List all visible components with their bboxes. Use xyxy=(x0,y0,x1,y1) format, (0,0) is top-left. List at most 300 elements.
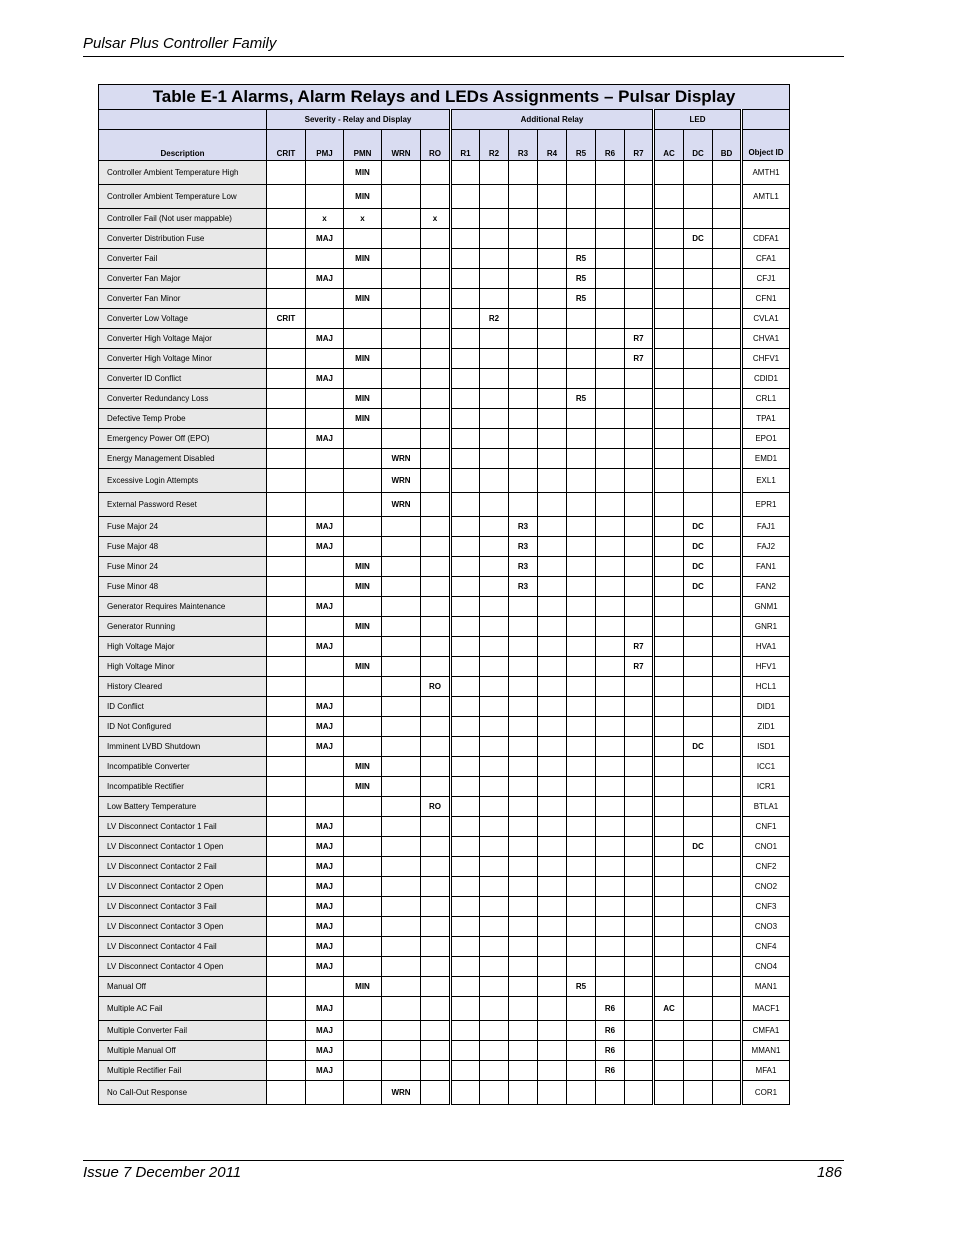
assignment-cell xyxy=(344,537,382,557)
assignment-cell xyxy=(382,617,421,637)
assignment-cell: MAJ xyxy=(306,897,344,917)
assignment-cell xyxy=(567,349,596,369)
table-row xyxy=(99,309,790,329)
assignment-cell xyxy=(713,269,742,289)
table-row xyxy=(99,449,790,469)
assignment-cell xyxy=(509,797,538,817)
table-row xyxy=(99,937,790,957)
assignment-cell: R7 xyxy=(625,349,654,369)
assignment-cell xyxy=(713,389,742,409)
assignment-cell xyxy=(267,917,306,937)
assignment-cell xyxy=(382,249,421,269)
object-id: COR1 xyxy=(742,1081,790,1105)
assignment-cell xyxy=(509,469,538,493)
assignment-cell xyxy=(538,597,567,617)
assignment-cell xyxy=(306,977,344,997)
assignment-cell xyxy=(344,517,382,537)
assignment-cell xyxy=(567,837,596,857)
assignment-cell: MAJ xyxy=(306,269,344,289)
assignment-cell xyxy=(625,1021,654,1041)
assignment-cell xyxy=(509,757,538,777)
assignment-cell xyxy=(306,657,344,677)
assignment-cell xyxy=(684,389,713,409)
assignment-cell xyxy=(567,917,596,937)
assignment-cell xyxy=(421,185,451,209)
assignment-cell xyxy=(382,677,421,697)
object-id: MAN1 xyxy=(742,977,790,997)
assignment-cell xyxy=(713,1041,742,1061)
assignment-cell xyxy=(567,369,596,389)
assignment-cell xyxy=(421,657,451,677)
assignment-cell xyxy=(267,209,306,229)
assignment-cell xyxy=(654,329,684,349)
object-id: EPR1 xyxy=(742,493,790,517)
assignment-cell xyxy=(596,837,625,857)
assignment-cell xyxy=(538,997,567,1021)
alarm-description: Converter High Voltage Major xyxy=(99,329,267,349)
alarm-description: High Voltage Major xyxy=(99,637,267,657)
assignment-cell xyxy=(567,677,596,697)
assignment-cell xyxy=(625,677,654,697)
assignment-cell xyxy=(538,877,567,897)
object-id: CFN1 xyxy=(742,289,790,309)
assignment-cell xyxy=(567,537,596,557)
assignment-cell xyxy=(509,209,538,229)
assignment-cell xyxy=(421,937,451,957)
table-row xyxy=(99,249,790,269)
assignment-cell xyxy=(538,269,567,289)
table-row xyxy=(99,1021,790,1041)
assignment-cell xyxy=(344,997,382,1021)
assignment-cell xyxy=(451,1021,480,1041)
assignment-cell xyxy=(509,957,538,977)
table-row xyxy=(99,677,790,697)
assignment-cell xyxy=(567,1061,596,1081)
assignment-cell xyxy=(382,269,421,289)
assignment-cell xyxy=(654,537,684,557)
assignment-cell xyxy=(480,777,509,797)
assignment-cell xyxy=(538,389,567,409)
assignment-cell xyxy=(538,617,567,637)
assignment-cell xyxy=(267,577,306,597)
assignment-cell xyxy=(267,597,306,617)
assignment-cell xyxy=(713,429,742,449)
assignment-cell xyxy=(538,349,567,369)
alarm-description: Fuse Major 48 xyxy=(99,537,267,557)
alarm-description: LV Disconnect Contactor 3 Open xyxy=(99,917,267,937)
assignment-cell xyxy=(596,269,625,289)
assignment-cell xyxy=(509,229,538,249)
assignment-cell xyxy=(596,557,625,577)
assignment-cell xyxy=(382,657,421,677)
assignment-cell xyxy=(344,493,382,517)
assignment-cell xyxy=(684,657,713,677)
assignment-cell xyxy=(480,209,509,229)
assignment-cell xyxy=(509,429,538,449)
table-row xyxy=(99,493,790,517)
page-footer xyxy=(83,1160,844,1181)
alarm-description: LV Disconnect Contactor 3 Fail xyxy=(99,897,267,917)
assignment-cell xyxy=(567,229,596,249)
assignment-cell xyxy=(596,517,625,537)
assignment-cell xyxy=(509,817,538,837)
assignment-cell xyxy=(596,797,625,817)
assignment-cell xyxy=(713,469,742,493)
assignment-cell xyxy=(684,937,713,957)
object-id: TPA1 xyxy=(742,409,790,429)
alarm-description: Converter Low Voltage xyxy=(99,309,267,329)
assignment-cell xyxy=(509,161,538,185)
assignment-cell xyxy=(267,897,306,917)
table-row xyxy=(99,389,790,409)
table-row xyxy=(99,209,790,229)
assignment-cell xyxy=(538,817,567,837)
assignment-cell xyxy=(538,657,567,677)
assignment-cell xyxy=(625,597,654,617)
object-id: DID1 xyxy=(742,697,790,717)
assignment-cell xyxy=(654,409,684,429)
assignment-cell xyxy=(625,537,654,557)
assignment-cell xyxy=(344,897,382,917)
alarm-description: Incompatible Rectifier xyxy=(99,777,267,797)
assignment-cell xyxy=(538,185,567,209)
assignment-cell xyxy=(684,269,713,289)
assignment-cell xyxy=(267,185,306,209)
assignment-cell xyxy=(567,517,596,537)
alarm-description: LV Disconnect Contactor 4 Open xyxy=(99,957,267,977)
assignment-cell xyxy=(509,409,538,429)
assignment-cell xyxy=(684,493,713,517)
alarm-description: Multiple AC Fail xyxy=(99,997,267,1021)
assignment-cell: MAJ xyxy=(306,329,344,349)
assignment-cell xyxy=(344,229,382,249)
assignment-cell xyxy=(344,369,382,389)
assignment-cell xyxy=(654,657,684,677)
assignment-cell xyxy=(480,617,509,637)
assignment-cell xyxy=(654,517,684,537)
assignment-cell xyxy=(451,1081,480,1105)
assignment-cell xyxy=(451,937,480,957)
column-header: PMJ xyxy=(306,130,344,161)
column-header: R5 xyxy=(567,130,596,161)
assignment-cell xyxy=(684,309,713,329)
assignment-cell: MIN xyxy=(344,249,382,269)
assignment-cell xyxy=(480,537,509,557)
assignment-cell xyxy=(509,617,538,637)
assignment-cell xyxy=(684,429,713,449)
assignment-cell xyxy=(451,161,480,185)
assignment-cell xyxy=(344,697,382,717)
object-id: CNO1 xyxy=(742,837,790,857)
assignment-cell xyxy=(713,677,742,697)
assignment-cell xyxy=(625,817,654,837)
object-id: FAJ1 xyxy=(742,517,790,537)
assignment-cell: R7 xyxy=(625,637,654,657)
assignment-cell xyxy=(684,597,713,617)
alarm-description: Emergency Power Off (EPO) xyxy=(99,429,267,449)
assignment-cell xyxy=(567,1021,596,1041)
assignment-cell xyxy=(382,817,421,837)
table-row xyxy=(99,577,790,597)
assignment-cell xyxy=(684,617,713,637)
object-id: CHVA1 xyxy=(742,329,790,349)
assignment-cell xyxy=(596,897,625,917)
table-row xyxy=(99,429,790,449)
table-row xyxy=(99,617,790,637)
assignment-cell xyxy=(713,597,742,617)
column-header: WRN xyxy=(382,130,421,161)
assignment-cell xyxy=(509,657,538,677)
group-header-severity: Severity - Relay and Display xyxy=(267,110,451,130)
assignment-cell xyxy=(567,897,596,917)
assignment-cell xyxy=(713,229,742,249)
assignment-cell xyxy=(625,837,654,857)
table-row xyxy=(99,1041,790,1061)
assignment-cell xyxy=(267,677,306,697)
assignment-cell: MAJ xyxy=(306,537,344,557)
assignment-cell xyxy=(421,517,451,537)
assignment-cell xyxy=(344,957,382,977)
alarm-description: No Call-Out Response xyxy=(99,1081,267,1105)
assignment-cell xyxy=(344,797,382,817)
assignment-cell xyxy=(480,737,509,757)
assignment-cell xyxy=(306,469,344,493)
assignment-cell: MIN xyxy=(344,557,382,577)
assignment-cell xyxy=(344,309,382,329)
object-id: CDID1 xyxy=(742,369,790,389)
table-row xyxy=(99,657,790,677)
assignment-cell: MAJ xyxy=(306,857,344,877)
object-id: GNM1 xyxy=(742,597,790,617)
assignment-cell xyxy=(451,469,480,493)
assignment-cell xyxy=(382,1061,421,1081)
assignment-cell xyxy=(421,917,451,937)
assignment-cell xyxy=(306,389,344,409)
assignment-cell xyxy=(306,577,344,597)
assignment-cell xyxy=(509,249,538,269)
assignment-cell xyxy=(684,1061,713,1081)
assignment-cell xyxy=(654,837,684,857)
assignment-cell: MIN xyxy=(344,409,382,429)
assignment-cell xyxy=(654,597,684,617)
assignment-cell xyxy=(538,897,567,917)
alarm-description: LV Disconnect Contactor 2 Open xyxy=(99,877,267,897)
assignment-cell xyxy=(382,857,421,877)
assignment-cell xyxy=(654,717,684,737)
assignment-cell xyxy=(421,717,451,737)
assignment-cell xyxy=(625,977,654,997)
assignment-cell xyxy=(344,637,382,657)
object-id: HFV1 xyxy=(742,657,790,677)
assignment-cell xyxy=(625,229,654,249)
assignment-cell xyxy=(625,1081,654,1105)
assignment-cell xyxy=(713,937,742,957)
assignment-cell xyxy=(684,1081,713,1105)
table-row xyxy=(99,777,790,797)
assignment-cell: R2 xyxy=(480,309,509,329)
assignment-cell xyxy=(306,309,344,329)
assignment-cell xyxy=(654,637,684,657)
assignment-cell xyxy=(625,877,654,897)
assignment-cell xyxy=(421,1021,451,1041)
assignment-cell: DC xyxy=(684,577,713,597)
assignment-cell xyxy=(567,737,596,757)
assignment-cell xyxy=(480,897,509,917)
table-row xyxy=(99,857,790,877)
assignment-cell xyxy=(267,329,306,349)
assignment-cell xyxy=(509,977,538,997)
group-header-empty xyxy=(99,110,267,130)
assignment-cell: R5 xyxy=(567,249,596,269)
assignment-cell xyxy=(480,469,509,493)
assignment-cell xyxy=(654,577,684,597)
assignment-cell xyxy=(684,717,713,737)
assignment-cell xyxy=(267,817,306,837)
assignment-cell xyxy=(421,857,451,877)
assignment-cell xyxy=(306,557,344,577)
assignment-cell: MAJ xyxy=(306,1041,344,1061)
assignment-cell xyxy=(451,917,480,937)
assignment-cell xyxy=(654,369,684,389)
assignment-cell xyxy=(344,817,382,837)
assignment-cell xyxy=(451,737,480,757)
assignment-cell xyxy=(480,269,509,289)
assignment-cell xyxy=(713,369,742,389)
assignment-cell xyxy=(713,1081,742,1105)
assignment-cell xyxy=(538,977,567,997)
assignment-cell: MIN xyxy=(344,657,382,677)
object-id: GNR1 xyxy=(742,617,790,637)
column-header: R3 xyxy=(509,130,538,161)
table-row xyxy=(99,697,790,717)
assignment-cell xyxy=(596,757,625,777)
assignment-cell xyxy=(538,937,567,957)
assignment-cell xyxy=(509,877,538,897)
table-row xyxy=(99,797,790,817)
alarm-description: History Cleared xyxy=(99,677,267,697)
assignment-cell xyxy=(267,161,306,185)
assignment-cell: MIN xyxy=(344,185,382,209)
assignment-cell xyxy=(654,289,684,309)
assignment-cell xyxy=(713,493,742,517)
assignment-cell xyxy=(654,857,684,877)
assignment-cell xyxy=(625,209,654,229)
assignment-cell xyxy=(684,637,713,657)
assignment-cell xyxy=(421,429,451,449)
assignment-cell xyxy=(421,777,451,797)
assignment-cell xyxy=(344,717,382,737)
assignment-cell xyxy=(509,637,538,657)
assignment-cell xyxy=(684,249,713,269)
assignment-cell xyxy=(267,449,306,469)
assignment-cell xyxy=(267,469,306,493)
object-id: FAN1 xyxy=(742,557,790,577)
assignment-cell xyxy=(713,857,742,877)
assignment-cell xyxy=(596,597,625,617)
assignment-cell xyxy=(596,697,625,717)
assignment-cell xyxy=(480,577,509,597)
issue-date: Issue 7 December 2011 xyxy=(83,1164,242,1181)
assignment-cell xyxy=(509,309,538,329)
assignment-cell: MAJ xyxy=(306,737,344,757)
table-row xyxy=(99,329,790,349)
assignment-cell xyxy=(625,469,654,493)
assignment-cell xyxy=(382,309,421,329)
assignment-cell xyxy=(538,493,567,517)
object-id: AMTL1 xyxy=(742,185,790,209)
assignment-cell xyxy=(654,697,684,717)
alarm-description: High Voltage Minor xyxy=(99,657,267,677)
assignment-cell xyxy=(451,1041,480,1061)
assignment-cell xyxy=(509,1061,538,1081)
assignment-cell xyxy=(713,657,742,677)
assignment-cell xyxy=(538,1081,567,1105)
assignment-cell xyxy=(684,917,713,937)
assignment-cell xyxy=(567,957,596,977)
assignment-cell xyxy=(306,185,344,209)
table-row xyxy=(99,597,790,617)
table-row xyxy=(99,997,790,1021)
assignment-cell xyxy=(267,837,306,857)
assignment-cell: R3 xyxy=(509,577,538,597)
assignment-cell xyxy=(480,1041,509,1061)
assignment-cell xyxy=(451,449,480,469)
assignment-cell: R3 xyxy=(509,517,538,537)
assignment-cell xyxy=(625,917,654,937)
assignment-cell xyxy=(421,957,451,977)
assignment-cell xyxy=(625,409,654,429)
assignment-cell xyxy=(421,897,451,917)
table-row xyxy=(99,837,790,857)
assignment-cell xyxy=(421,249,451,269)
assignment-cell xyxy=(451,557,480,577)
assignment-cell xyxy=(421,449,451,469)
assignment-cell xyxy=(567,617,596,637)
object-id: ICR1 xyxy=(742,777,790,797)
assignment-cell xyxy=(267,957,306,977)
assignment-cell: R6 xyxy=(596,1041,625,1061)
assignment-cell xyxy=(596,209,625,229)
assignment-cell xyxy=(538,737,567,757)
assignment-cell xyxy=(382,409,421,429)
assignment-cell xyxy=(267,493,306,517)
assignment-cell xyxy=(684,329,713,349)
assignment-cell xyxy=(421,269,451,289)
assignment-cell xyxy=(713,449,742,469)
assignment-cell xyxy=(713,349,742,369)
table-row xyxy=(99,737,790,757)
assignment-cell xyxy=(451,957,480,977)
assignment-cell xyxy=(267,537,306,557)
assignment-cell: R3 xyxy=(509,537,538,557)
assignment-cell xyxy=(713,1021,742,1041)
assignment-cell xyxy=(421,1081,451,1105)
column-header: Description xyxy=(99,130,267,161)
assignment-cell xyxy=(713,717,742,737)
table-row xyxy=(99,917,790,937)
assignment-cell xyxy=(538,557,567,577)
table-row xyxy=(99,897,790,917)
assignment-cell xyxy=(382,717,421,737)
assignment-cell xyxy=(684,161,713,185)
alarm-description: Generator Running xyxy=(99,617,267,637)
assignment-cell xyxy=(538,517,567,537)
assignment-cell xyxy=(684,977,713,997)
assignment-cell: MAJ xyxy=(306,997,344,1021)
column-header: R4 xyxy=(538,130,567,161)
assignment-cell xyxy=(538,837,567,857)
assignment-cell xyxy=(596,309,625,329)
